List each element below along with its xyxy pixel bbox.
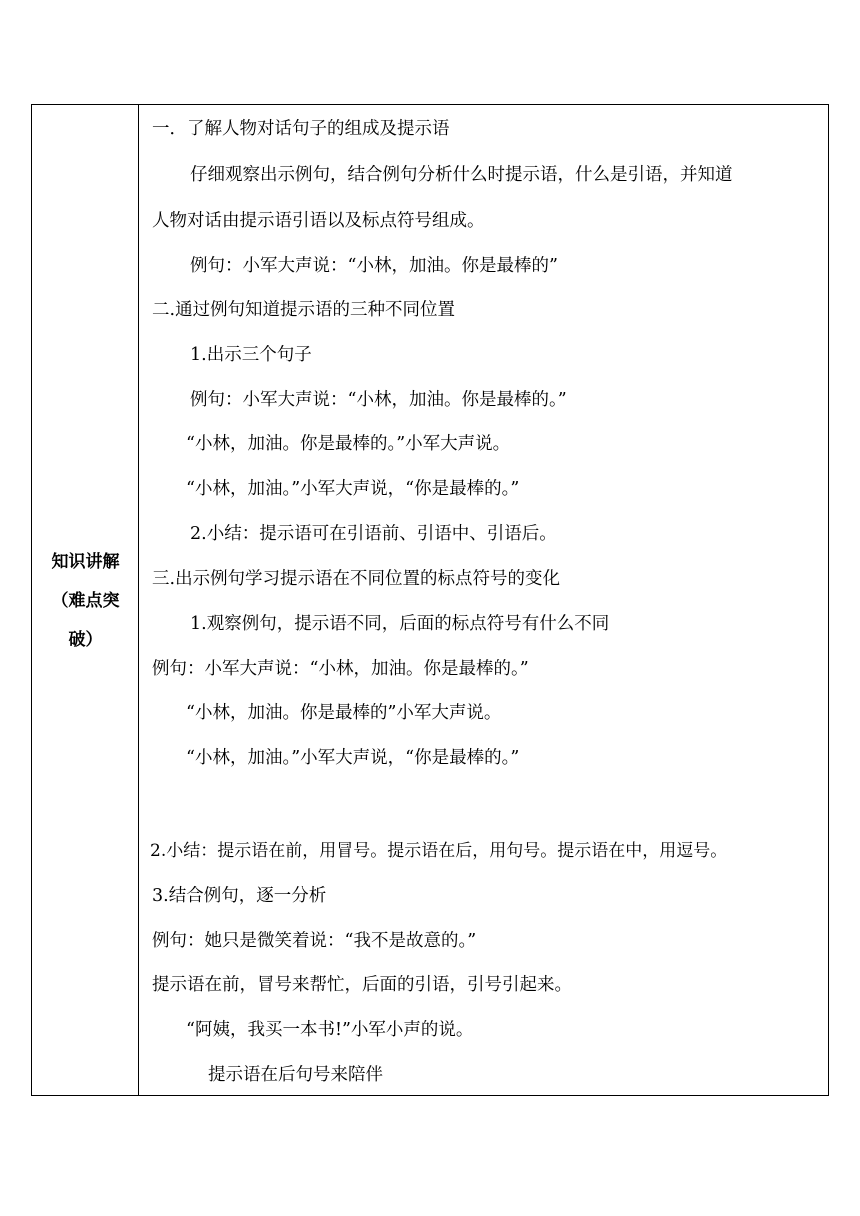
paragraph-line: 仔细观察出示例句，结合例句分析什么时提示语，什么是引语，并知道 (190, 165, 733, 185)
example-sentence: “小林，加油。”小军大声说，“你是最棒的。” (186, 479, 520, 499)
lesson-table (31, 104, 829, 1096)
section-label (32, 543, 139, 660)
example-sentence: “小林，加油。”小军大声说，“你是最棒的。” (186, 748, 520, 768)
example-sentence: 例句：小军大声说：“小林，加油。你是最棒的” (190, 256, 558, 276)
summary-line: 2.小结：提示语在前，用冒号。提示语在后，用句号。提示语在中，用逗号。 (150, 841, 728, 861)
heading-1: 一．了解人物对话句子的组成及提示语 (152, 119, 450, 139)
heading-3: 三.出示例句学习提示语在不同位置的标点符号的变化 (152, 569, 561, 589)
example-sentence: “小林，加油。你是最棒的。”小军大声说。 (186, 434, 511, 454)
section-label-line: （难点突 (51, 591, 120, 611)
subheading: 1.出示三个句子 (190, 345, 312, 365)
section-label-line: 破） (68, 630, 103, 650)
subheading: 3.结合例句，逐一分析 (152, 886, 327, 906)
section-label-cell (32, 105, 139, 1095)
heading-2: 二.通过例句知道提示语的三种不同位置 (152, 300, 456, 320)
paragraph-line: 人物对话由提示语引语以及标点符号组成。 (152, 211, 485, 231)
analysis-line: 提示语在前，冒号来帮忙，后面的引语，引号引起来。 (152, 975, 572, 995)
analysis-line: 提示语在后句号来陪伴 (208, 1065, 383, 1085)
example-sentence: 例句：她只是微笑着说：“我不是故意的。” (152, 931, 477, 951)
section-label-line: 知识讲解 (51, 552, 120, 572)
subheading: 1.观察例句，提示语不同，后面的标点符号有什么不同 (190, 614, 610, 634)
content-cell (140, 105, 828, 1095)
summary-line: 2.小结：提示语可在引语前、引语中、引语后。 (190, 524, 557, 544)
example-sentence: 例句：小军大声说：“小林，加油。你是最棒的。” (190, 390, 567, 410)
example-sentence: 例句：小军大声说：“小林，加油。你是最棒的。” (152, 659, 529, 679)
example-sentence: “阿姨，我买一本书!”小军小声的说。 (186, 1020, 474, 1040)
example-sentence: “小林，加油。你是最棒的”小军大声说。 (186, 703, 502, 723)
